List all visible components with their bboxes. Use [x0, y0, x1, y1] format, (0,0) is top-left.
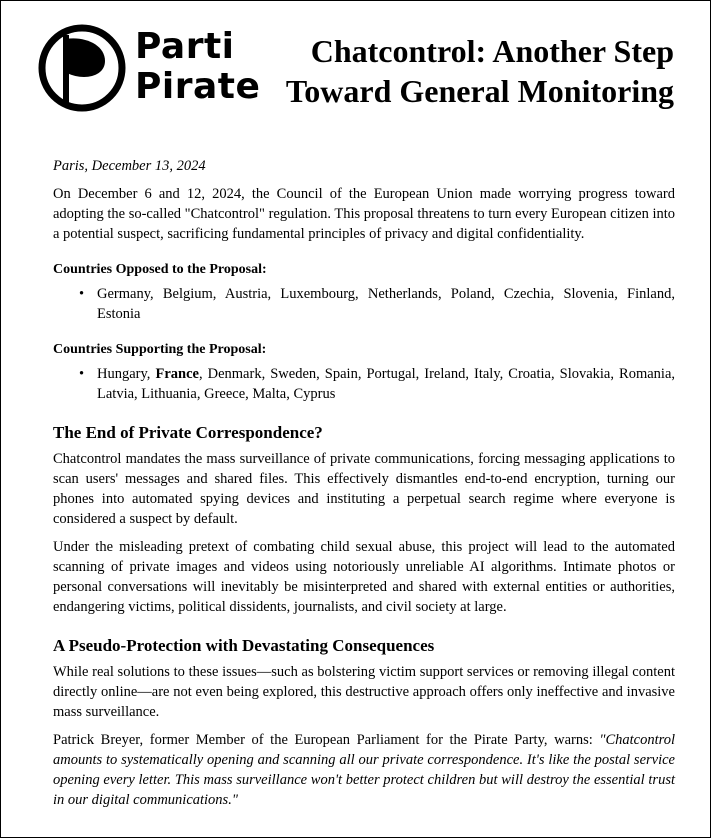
logo-wordmark — [135, 27, 260, 107]
supporting-countries — [97, 364, 675, 404]
logo-line-2: Pirate — [135, 66, 261, 107]
section-heading-private-correspondence: The End of Private Correspondence? — [53, 423, 323, 442]
opposed-list — [53, 284, 675, 324]
opposed-countries: • Germany, Belgium, Austria, Luxembourg, Netherlands, Poland, Czechia, Slovenia, Finland, Estonia — [97, 284, 675, 324]
section2-paragraph-2 — [53, 730, 675, 810]
dateline: Paris, December 13, 2024 — [53, 158, 206, 174]
supporting-heading: Countries Supporting the Proposal: — [53, 342, 267, 357]
pirate-flag-icon — [37, 23, 129, 113]
section1-paragraph-2: Under the misleading pretext of combating child sexual abuse, this project will lead to the automated scanning of private images and videos using notoriously unreliable AI algorithms. Intimate photos or personal conversations will inevitably be misinterpreted and shared with external entities or authorities, endangering victims, political dissidents, journalists, and civil society at large. — [53, 539, 675, 615]
breyer-quote: "Chatcontrol amounts to systematically opening and scanning all our private correspondence. It's like the postal service opening every letter. This mass surveillance won't better protect children but will destroy the essential trust in our digital communications." — [53, 732, 675, 808]
article-body — [53, 156, 675, 818]
parti-pirate-logo — [37, 23, 261, 113]
logo-line-1: Parti — [135, 26, 235, 67]
supporting-countries-after: , Denmark, Sweden, Spain, Portugal, Ireland, Italy, Croatia, Slovakia, Romania, Latvia, Lithuania, Greece, Malta, Cyprus — [97, 366, 676, 402]
opposed-heading: Countries Opposed to the Proposal: — [53, 262, 267, 277]
supporting-list — [53, 364, 675, 404]
breyer-lead: Patrick Breyer, former Member of the European Parliament for the Pirate Party, warns: — [53, 732, 600, 748]
supporting-countries-before: Hungary, — [97, 366, 156, 382]
section1-paragraph-1: Chatcontrol mandates the mass surveillance of private communications, forcing messaging applications to scan users' messages and shared files. This effectively dismantles end-to-end encryption, turning our phones into automated spying devices and instituting a perpetual search regime where everyone is considered a suspect by default. — [53, 451, 675, 527]
supporting-country-highlight: France — [155, 366, 199, 382]
section-heading-pseudo-protection: A Pseudo-Protection with Devastating Consequences — [53, 636, 435, 655]
section2-paragraph-1: While real solutions to these issues—such as bolstering victim support services or removing illegal content directly online—are not even being explored, this destructive approach offers only ineffective and invasive mass surveillance. — [53, 664, 675, 720]
intro-paragraph: On December 6 and 12, 2024, the Council of the European Union made worrying progress toward adopting the so-called "Chatcontrol" regulation. This proposal threatens to turn every European citizen into a potential suspect, sacrificing fundamental principles of privacy and digital confidentiality. — [53, 186, 676, 242]
page-title: Chatcontrol: Another Step Toward General Monitoring — [285, 33, 674, 109]
